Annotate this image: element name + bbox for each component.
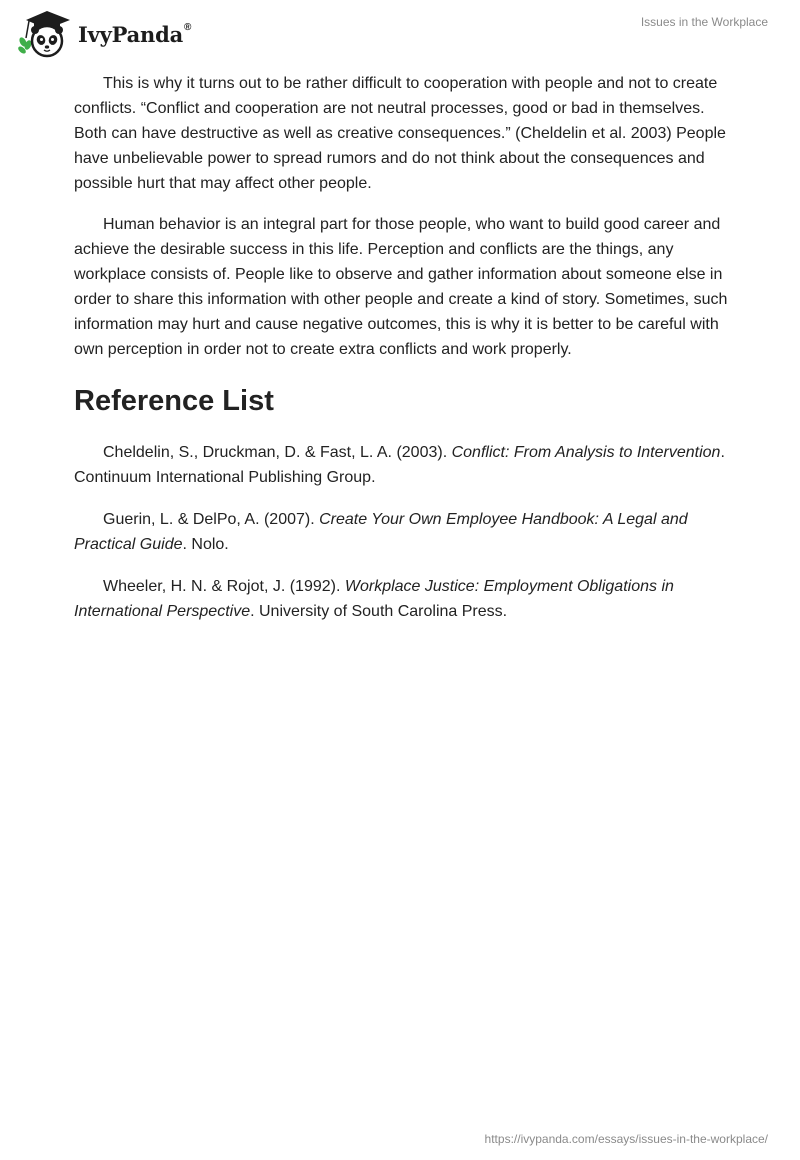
source-url-link[interactable]: https://ivypanda.com/essays/issues-in-the-workplace/ <box>484 1132 768 1146</box>
body-paragraph: Human behavior is an integral part for those people, who want to build good career and achieve the desirable success in this life. Perception and conflicts are the things, any workplace consists of. People like to observe and gather information about someone else in order to share this information with other people and create a kind of story. Sometimes, such information may hurt and cause negative outcomes, this is why it is better to be careful with own perception in order not to create extra conflicts and work properly. <box>74 216 728 358</box>
reference-publisher: . University of South Carolina Press. <box>250 603 508 620</box>
registered-mark: ® <box>184 21 192 33</box>
reference-title: Conflict: From Analysis to Intervention <box>451 444 721 461</box>
panda-graduation-cap-icon <box>16 8 74 58</box>
reference-publisher: . Nolo. <box>182 536 229 553</box>
reference-title: Create Your Own Employee Handbook: A Legal and Practical Guide <box>74 511 688 553</box>
reference-authors: Wheeler, H. N. & Rojot, J. (1992). <box>103 578 345 595</box>
page-header <box>0 0 800 64</box>
document-body <box>74 71 728 641</box>
reference-list-heading: Reference List <box>74 385 274 417</box>
reference-title: Workplace Justice: Employment Obligations in International Perspective <box>74 578 674 620</box>
reference-entry <box>74 507 728 557</box>
ivypanda-logo[interactable] <box>16 8 191 58</box>
logo-wordmark: IvyPanda® <box>78 21 192 47</box>
running-title: Issues in the Workplace <box>640 15 768 29</box>
body-paragraph: This is why it turns out to be rather difficult to cooperation with people and not to create conflicts. “Conflict and cooperation are not neutral processes, good or bad in themselves. Both can have destructive as well as creative consequences.” (Cheldelin et al. 2003) People have unbelievable power to spread rumors and do not think about the consequences and possible hurt that may affect other people. <box>74 75 726 192</box>
reference-publisher: . Continuum International Publishing Group. <box>74 444 725 486</box>
reference-authors: Guerin, L. & DelPo, A. (2007). <box>103 511 320 528</box>
reference-entry <box>74 440 728 490</box>
reference-authors: Cheldelin, S., Druckman, D. & Fast, L. A. (2003). <box>103 444 452 461</box>
reference-entry <box>74 574 728 624</box>
